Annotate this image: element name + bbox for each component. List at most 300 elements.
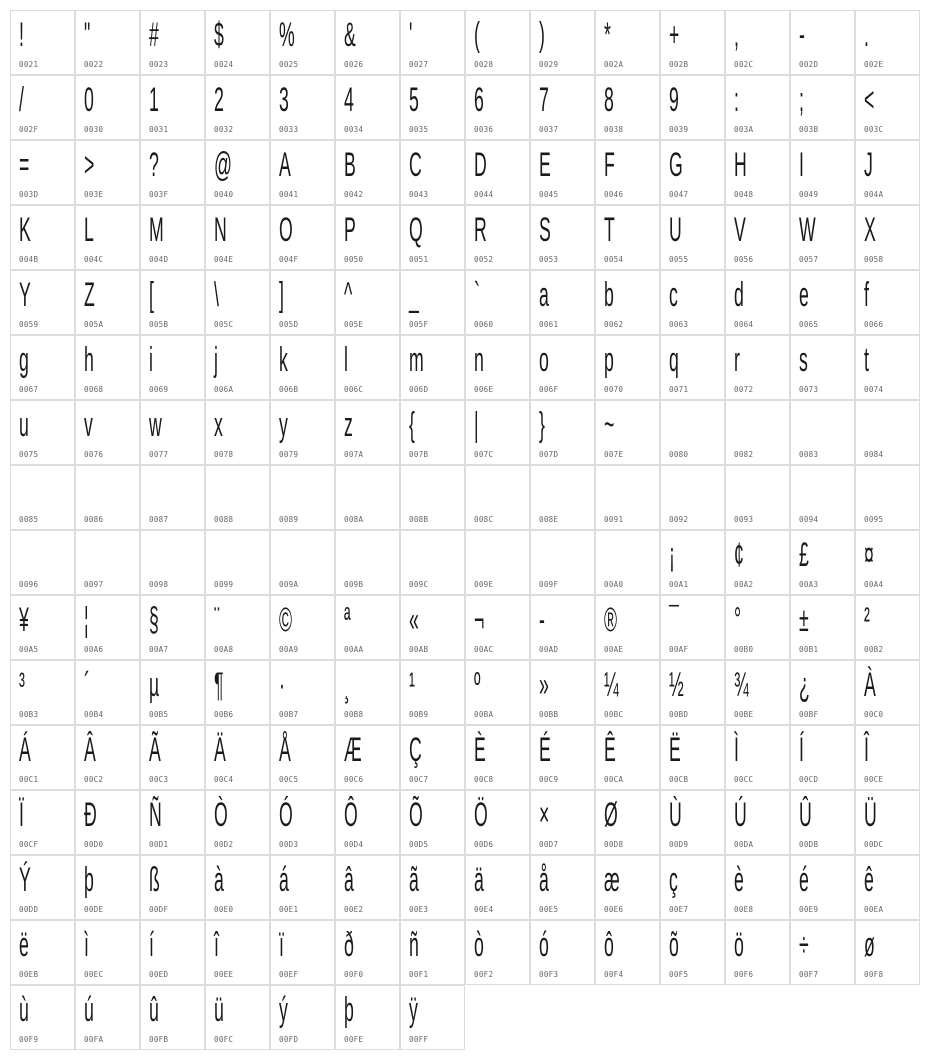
glyph-char: ý xyxy=(279,991,288,1029)
glyph-char: . xyxy=(864,16,869,54)
glyph-cell xyxy=(400,985,465,1050)
glyph-char: u xyxy=(19,406,29,444)
glyph-char: ô xyxy=(604,926,614,964)
glyph-code: 00EF xyxy=(279,970,299,979)
glyph-code: 0031 xyxy=(149,125,169,134)
glyph-code: 0056 xyxy=(734,255,754,264)
glyph-code: 00C7 xyxy=(409,775,429,784)
glyph-cell xyxy=(660,270,725,335)
glyph-code: 0076 xyxy=(84,450,104,459)
glyph-char: ^ xyxy=(344,276,353,314)
glyph-code: 00AB xyxy=(409,645,429,654)
glyph-cell xyxy=(725,465,790,530)
glyph-cell xyxy=(855,10,920,75)
glyph-cell xyxy=(270,335,335,400)
glyph-cell xyxy=(790,790,855,855)
glyph-char: g xyxy=(19,341,29,379)
glyph-code: 00A4 xyxy=(864,580,884,589)
glyph-code: 00D3 xyxy=(279,840,299,849)
glyph-char: Â xyxy=(84,731,96,769)
glyph-cell xyxy=(725,595,790,660)
glyph-char: Õ xyxy=(409,796,423,834)
glyph-char: S xyxy=(539,211,551,249)
glyph-cell xyxy=(270,75,335,140)
glyph-cell xyxy=(335,75,400,140)
glyph-char: ¹ xyxy=(409,666,415,704)
glyph-cell xyxy=(140,140,205,205)
glyph-code: 00C4 xyxy=(214,775,234,784)
glyph-char: _ xyxy=(409,276,419,314)
glyph-cell xyxy=(10,595,75,660)
glyph-char: ä xyxy=(474,861,484,899)
glyph-code: 0052 xyxy=(474,255,494,264)
glyph-char: % xyxy=(279,16,295,54)
glyph-grid xyxy=(10,10,920,1050)
glyph-char: Ü xyxy=(864,796,877,834)
glyph-cell xyxy=(530,725,595,790)
glyph-char: e xyxy=(799,276,809,314)
glyph-char: H xyxy=(734,146,747,184)
glyph-code: 004D xyxy=(149,255,169,264)
glyph-code: 0037 xyxy=(539,125,559,134)
glyph-code: 00FF xyxy=(409,1035,429,1044)
glyph-cell xyxy=(530,530,595,595)
glyph-code: 00F8 xyxy=(864,970,884,979)
glyph-code: 0077 xyxy=(149,450,169,459)
glyph-code: 00E4 xyxy=(474,905,494,914)
glyph-cell xyxy=(465,400,530,465)
glyph-char: d xyxy=(734,276,744,314)
glyph-code: 00CA xyxy=(604,775,624,784)
glyph-code: 0079 xyxy=(279,450,299,459)
glyph-cell xyxy=(270,270,335,335)
glyph-char: Ñ xyxy=(149,796,162,834)
glyph-code: 005E xyxy=(344,320,364,329)
glyph-char: ± xyxy=(799,601,809,639)
glyph-cell xyxy=(75,530,140,595)
glyph-cell xyxy=(140,790,205,855)
glyph-code: 009F xyxy=(539,580,559,589)
glyph-cell xyxy=(10,205,75,270)
glyph-cell xyxy=(530,465,595,530)
glyph-code: 00DC xyxy=(864,840,884,849)
glyph-char: ï xyxy=(279,926,284,964)
glyph-cell xyxy=(465,725,530,790)
glyph-cell xyxy=(595,335,660,400)
glyph-cell xyxy=(205,400,270,465)
glyph-code: 00E9 xyxy=(799,905,819,914)
glyph-code: 00CD xyxy=(799,775,819,784)
glyph-cell xyxy=(75,10,140,75)
glyph-cell xyxy=(530,595,595,660)
glyph-char: Ø xyxy=(604,796,618,834)
glyph-code: 00B4 xyxy=(84,710,104,719)
glyph-cell xyxy=(465,10,530,75)
glyph-cell xyxy=(725,75,790,140)
glyph-code: 005F xyxy=(409,320,429,329)
glyph-cell xyxy=(595,205,660,270)
glyph-cell xyxy=(790,335,855,400)
glyph-cell xyxy=(10,335,75,400)
glyph-cell xyxy=(10,790,75,855)
glyph-cell xyxy=(335,855,400,920)
glyph-code: 002E xyxy=(864,60,884,69)
glyph-char: W xyxy=(799,211,816,249)
glyph-code: 0096 xyxy=(19,580,39,589)
glyph-code: 0021 xyxy=(19,60,39,69)
glyph-cell xyxy=(400,205,465,270)
glyph-cell xyxy=(335,660,400,725)
glyph-code: 004C xyxy=(84,255,104,264)
glyph-code: 00CB xyxy=(669,775,689,784)
glyph-char: ú xyxy=(84,991,94,1029)
glyph-cell xyxy=(855,335,920,400)
glyph-code: 0062 xyxy=(604,320,624,329)
glyph-code: 00BA xyxy=(474,710,494,719)
glyph-cell xyxy=(140,400,205,465)
glyph-cell xyxy=(725,530,790,595)
glyph-cell xyxy=(270,400,335,465)
glyph-char: b xyxy=(604,276,614,314)
glyph-code: 0044 xyxy=(474,190,494,199)
glyph-code: 00DB xyxy=(799,840,819,849)
glyph-char: ` xyxy=(474,276,480,314)
glyph-char: @ xyxy=(214,146,232,184)
glyph-char: ÷ xyxy=(799,926,809,964)
glyph-cell xyxy=(465,855,530,920)
glyph-char: E xyxy=(539,146,551,184)
glyph-code: 0042 xyxy=(344,190,364,199)
glyph-code: 0075 xyxy=(19,450,39,459)
glyph-char: º xyxy=(474,666,481,704)
glyph-cell xyxy=(725,140,790,205)
glyph-code: 00C0 xyxy=(864,710,884,719)
glyph-cell xyxy=(725,790,790,855)
glyph-code: 003B xyxy=(799,125,819,134)
glyph-cell xyxy=(400,725,465,790)
glyph-cell xyxy=(595,855,660,920)
glyph-code: 00B9 xyxy=(409,710,429,719)
glyph-char: + xyxy=(669,16,680,54)
glyph-char: n xyxy=(474,341,484,379)
glyph-code: 007A xyxy=(344,450,364,459)
glyph-char: - xyxy=(799,16,805,54)
glyph-code: 00DA xyxy=(734,840,754,849)
glyph-code: 0048 xyxy=(734,190,754,199)
glyph-code: 00A0 xyxy=(604,580,624,589)
glyph-char: I xyxy=(799,146,804,184)
glyph-code: 00D9 xyxy=(669,840,689,849)
glyph-char: ë xyxy=(19,926,29,964)
glyph-cell xyxy=(75,140,140,205)
glyph-char: 5 xyxy=(409,81,419,119)
glyph-code: 0026 xyxy=(344,60,364,69)
glyph-code: 0074 xyxy=(864,385,884,394)
glyph-char: Ì xyxy=(734,731,739,769)
glyph-cell xyxy=(10,400,75,465)
glyph-char: J xyxy=(864,146,873,184)
glyph-code: 00D5 xyxy=(409,840,429,849)
glyph-code: 008A xyxy=(344,515,364,524)
glyph-cell xyxy=(140,10,205,75)
glyph-cell xyxy=(205,985,270,1050)
glyph-code: 00AE xyxy=(604,645,624,654)
glyph-code: 006C xyxy=(344,385,364,394)
glyph-code: 005B xyxy=(149,320,169,329)
glyph-cell xyxy=(10,855,75,920)
glyph-char: Î xyxy=(864,731,869,769)
glyph-code: 00F7 xyxy=(799,970,819,979)
glyph-code: 00E5 xyxy=(539,905,559,914)
glyph-code: 00A7 xyxy=(149,645,169,654)
glyph-code: 00E0 xyxy=(214,905,234,914)
glyph-char: ® xyxy=(604,601,618,639)
glyph-cell xyxy=(335,465,400,530)
glyph-code: 005A xyxy=(84,320,104,329)
glyph-char: Ä xyxy=(214,731,226,769)
glyph-char: ¤ xyxy=(864,536,874,574)
glyph-cell xyxy=(855,660,920,725)
glyph-cell xyxy=(465,205,530,270)
glyph-cell xyxy=(725,270,790,335)
glyph-code: 00FC xyxy=(214,1035,234,1044)
glyph-cell xyxy=(660,10,725,75)
glyph-cell xyxy=(140,270,205,335)
glyph-char: ò xyxy=(474,926,484,964)
glyph-code: 0027 xyxy=(409,60,429,69)
glyph-cell xyxy=(205,10,270,75)
glyph-code: 0091 xyxy=(604,515,624,524)
glyph-code: 0099 xyxy=(214,580,234,589)
glyph-code: 00F4 xyxy=(604,970,624,979)
glyph-char: = xyxy=(19,146,30,184)
glyph-code: 0070 xyxy=(604,385,624,394)
glyph-code: 0053 xyxy=(539,255,559,264)
glyph-cell xyxy=(660,855,725,920)
glyph-cell xyxy=(595,790,660,855)
glyph-code: 00B5 xyxy=(149,710,169,719)
glyph-cell xyxy=(400,140,465,205)
glyph-char: ² xyxy=(864,601,870,639)
glyph-code: 0057 xyxy=(799,255,819,264)
glyph-cell xyxy=(205,465,270,530)
glyph-char: < xyxy=(864,81,875,119)
glyph-char: Ù xyxy=(669,796,682,834)
glyph-code: 00AD xyxy=(539,645,559,654)
glyph-code: 00EB xyxy=(19,970,39,979)
glyph-char: 4 xyxy=(344,81,354,119)
glyph-cell xyxy=(790,270,855,335)
glyph-char: © xyxy=(279,601,293,639)
glyph-code: 0039 xyxy=(669,125,689,134)
glyph-code: 00F0 xyxy=(344,970,364,979)
glyph-code: 003E xyxy=(84,190,104,199)
glyph-cell xyxy=(335,270,400,335)
glyph-char: 0 xyxy=(84,81,94,119)
glyph-code: 0032 xyxy=(214,125,234,134)
glyph-char: ½ xyxy=(669,666,684,704)
glyph-code: 0080 xyxy=(669,450,689,459)
glyph-code: 0068 xyxy=(84,385,104,394)
glyph-char: 2 xyxy=(214,81,224,119)
glyph-cell xyxy=(530,205,595,270)
glyph-cell xyxy=(205,920,270,985)
glyph-code: 0030 xyxy=(84,125,104,134)
glyph-char: w xyxy=(149,406,162,444)
glyph-char: Í xyxy=(799,731,804,769)
glyph-cell xyxy=(530,400,595,465)
glyph-char: Á xyxy=(19,731,31,769)
glyph-cell xyxy=(400,270,465,335)
glyph-code: 0034 xyxy=(344,125,364,134)
glyph-char: § xyxy=(149,601,159,639)
glyph-code: 00B1 xyxy=(799,645,819,654)
glyph-code: 0054 xyxy=(604,255,624,264)
glyph-cell xyxy=(400,465,465,530)
glyph-char: Y xyxy=(19,276,31,314)
glyph-char: Û xyxy=(799,796,812,834)
glyph-cell xyxy=(725,335,790,400)
glyph-code: 00E1 xyxy=(279,905,299,914)
glyph-cell xyxy=(660,920,725,985)
glyph-char: é xyxy=(799,861,809,899)
glyph-cell xyxy=(335,790,400,855)
glyph-cell xyxy=(205,335,270,400)
glyph-cell xyxy=(140,985,205,1050)
glyph-char: v xyxy=(84,406,93,444)
glyph-cell xyxy=(595,530,660,595)
glyph-char: 7 xyxy=(539,81,549,119)
glyph-cell xyxy=(270,660,335,725)
glyph-code: 009E xyxy=(474,580,494,589)
glyph-code: 00C2 xyxy=(84,775,104,784)
glyph-char: ' xyxy=(409,16,413,54)
glyph-char: & xyxy=(344,16,356,54)
glyph-cell xyxy=(660,400,725,465)
glyph-char: U xyxy=(669,211,682,249)
glyph-code: 008C xyxy=(474,515,494,524)
glyph-cell xyxy=(270,10,335,75)
glyph-cell xyxy=(270,205,335,270)
glyph-cell xyxy=(335,10,400,75)
glyph-code: 0067 xyxy=(19,385,39,394)
glyph-char: ) xyxy=(539,16,545,54)
glyph-cell xyxy=(530,920,595,985)
glyph-char: j xyxy=(214,341,218,379)
glyph-code: 00E3 xyxy=(409,905,429,914)
glyph-cell xyxy=(465,270,530,335)
glyph-cell xyxy=(790,140,855,205)
glyph-cell xyxy=(465,920,530,985)
glyph-char: à xyxy=(214,861,224,899)
glyph-char: * xyxy=(604,16,611,54)
glyph-code: 00BB xyxy=(539,710,559,719)
glyph-char: N xyxy=(214,211,227,249)
glyph-char: × xyxy=(539,796,550,834)
glyph-char: 3 xyxy=(279,81,289,119)
glyph-char: } xyxy=(539,406,545,444)
glyph-code: 0025 xyxy=(279,60,299,69)
glyph-cell xyxy=(270,790,335,855)
glyph-code: 00AF xyxy=(669,645,689,654)
glyph-code: 0073 xyxy=(799,385,819,394)
glyph-code: 0024 xyxy=(214,60,234,69)
glyph-code: 00A1 xyxy=(669,580,689,589)
glyph-code: 003D xyxy=(19,190,39,199)
glyph-code: 00B3 xyxy=(19,710,39,719)
glyph-cell xyxy=(660,530,725,595)
glyph-code: 0035 xyxy=(409,125,429,134)
glyph-char: Ú xyxy=(734,796,747,834)
glyph-cell xyxy=(595,270,660,335)
glyph-code: 00F3 xyxy=(539,970,559,979)
glyph-code: 00D1 xyxy=(149,840,169,849)
glyph-code: 00A3 xyxy=(799,580,819,589)
glyph-cell xyxy=(660,75,725,140)
glyph-cell xyxy=(725,400,790,465)
glyph-cell xyxy=(270,595,335,660)
glyph-char: Ó xyxy=(279,796,293,834)
glyph-char: ! xyxy=(19,16,24,54)
glyph-cell xyxy=(205,205,270,270)
glyph-cell xyxy=(660,140,725,205)
glyph-cell xyxy=(465,465,530,530)
glyph-cell xyxy=(660,205,725,270)
glyph-code: 0088 xyxy=(214,515,234,524)
glyph-char: É xyxy=(539,731,551,769)
glyph-cell xyxy=(790,465,855,530)
glyph-cell xyxy=(660,790,725,855)
glyph-char: M xyxy=(149,211,164,249)
glyph-cell xyxy=(530,335,595,400)
glyph-cell xyxy=(335,335,400,400)
glyph-cell xyxy=(790,920,855,985)
glyph-cell xyxy=(465,660,530,725)
glyph-char: P xyxy=(344,211,356,249)
glyph-code: 0087 xyxy=(149,515,169,524)
glyph-char: k xyxy=(279,341,288,379)
glyph-cell xyxy=(335,595,400,660)
glyph-char: » xyxy=(539,666,549,704)
glyph-char: 8 xyxy=(604,81,614,119)
glyph-code: 003F xyxy=(149,190,169,199)
glyph-cell xyxy=(400,400,465,465)
glyph-cell xyxy=(10,920,75,985)
glyph-cell xyxy=(790,725,855,790)
glyph-char: y xyxy=(279,406,288,444)
glyph-cell xyxy=(595,10,660,75)
glyph-char: Ï xyxy=(19,796,24,834)
glyph-char: x xyxy=(214,406,223,444)
glyph-code: 00D4 xyxy=(344,840,364,849)
glyph-cell xyxy=(140,205,205,270)
glyph-code: 0060 xyxy=(474,320,494,329)
glyph-cell xyxy=(75,270,140,335)
glyph-code: 007E xyxy=(604,450,624,459)
glyph-code: 0058 xyxy=(864,255,884,264)
glyph-code: 00CC xyxy=(734,775,754,784)
glyph-code: 006B xyxy=(279,385,299,394)
glyph-cell xyxy=(205,270,270,335)
glyph-code: 00F6 xyxy=(734,970,754,979)
glyph-cell xyxy=(10,530,75,595)
glyph-cell xyxy=(335,985,400,1050)
glyph-code: 002F xyxy=(19,125,39,134)
glyph-cell xyxy=(335,920,400,985)
glyph-cell xyxy=(855,855,920,920)
glyph-char: Ã xyxy=(149,731,161,769)
glyph-cell xyxy=(530,140,595,205)
